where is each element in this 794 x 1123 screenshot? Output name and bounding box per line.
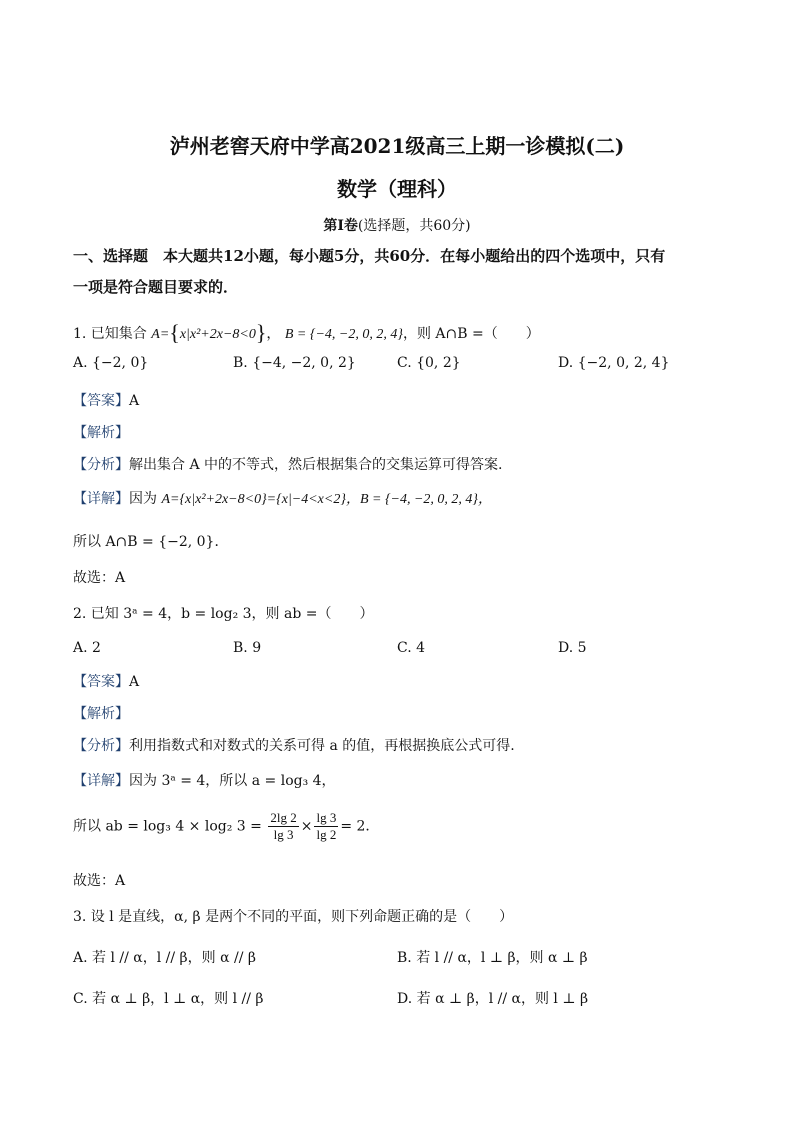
q1-setA-body: x|x²+2x−8<0 [179,327,256,342]
q1-fenxi [73,454,502,474]
q1-setA-brace-open: { [169,320,180,345]
q3-stem: 3. 设 l 是直线，α, β 是两个不同的平面，则下列命题正确的是（ ） [73,909,514,925]
q2-detail-text: 因为 3ᵃ = 4，所以 a = log₃ 4， [129,773,336,789]
q2-fraction-2 [314,810,338,843]
q1-answer-value: A [129,393,140,409]
q1-setA-label: A= [151,327,170,342]
q1-option-b: B. {−4, −2, 0, 2} [233,355,356,371]
q2-frac2-numerator: lg 3 [316,810,337,825]
q1-detail-prefix: 因为 [129,491,157,507]
q2-option-d: D. 5 [558,640,587,656]
q1-detail-line2: 所以 A∩B = {−2, 0}． [73,534,229,550]
q1-option-d: D. {−2, 0, 2, 4} [558,355,670,371]
fenxi-tag: 【分析】 [73,738,129,754]
part-note: (选择题，共60分) [357,218,471,234]
answer-tag: 【答案】 [73,674,129,690]
q2-frac2-denominator: lg 2 [316,827,337,842]
part-label: 第Ⅰ卷 [323,218,358,234]
q2-detail-line2 [73,810,379,843]
q2-option-c: C. 4 [397,640,426,656]
q2-detail2-prefix: 所以 ab = log₃ 4 × log₂ 3 = [73,818,262,835]
q1-option-a: A. {−2, 0} [73,355,149,371]
xiangjie-tag: 【详解】 [73,491,129,507]
q3-option-a: A. 若 l // α，l // β，则 α // β [73,950,256,966]
analysis-tag: 【解析】 [73,425,129,441]
q1-stem-suffix: ，则 A∩B =（ ） [402,326,540,342]
section-instructions-line2: 一项是符合题目要求的． [73,278,239,296]
q1-setA-brace-close: } [255,320,267,345]
paper-title: 泸州老窖天府中学高2021级高三上期一诊模拟(二) [169,134,625,158]
q2-detail2-suffix: = 2． [340,818,380,835]
q1-stem: 1. 已知集合 A={x|x²+2x−8<0}， B = {−4, −2, 0, 2, 4}，则 A∩B =（ ） [73,320,540,345]
q1-stem-prefix: 1. 已知集合 [73,326,147,342]
q1-detail [73,488,492,508]
answer-tag: 【答案】 [73,393,129,409]
q2-answer [73,671,139,691]
xiangjie-tag: 【详解】 [73,773,129,789]
q1-setB: B = {−4, −2, 0, 2, 4} [284,327,403,342]
q1-fenxi-text: 解出集合 A 中的不等式，然后根据集合的交集运算可得答案. [129,457,503,473]
q2-times: × [300,818,313,835]
q2-fenxi [73,735,515,755]
q2-fenxi-text: 利用指数式和对数式的关系可得 a 的值，再根据换底公式可得. [129,738,515,754]
q1-option-c: C. {0, 2} [397,355,461,371]
fenxi-tag: 【分析】 [73,457,129,473]
section-instructions-line1: 一、选择题 本大题共12小题，每小题5分，共60分．在每小题给出的四个选项中，只有 [73,247,666,265]
part-heading [0,215,794,235]
q2-detail [73,770,336,790]
q2-frac1-denominator: lg 3 [273,827,294,842]
q3-option-d: D. 若 α ⊥ β，l // α，则 l ⊥ β [397,991,589,1007]
q3-option-c: C. 若 α ⊥ β，l ⊥ α，则 l // β [73,991,264,1007]
analysis-tag: 【解析】 [73,706,129,722]
q1-conclusion: 故选：A [73,570,126,586]
q1-detail-equation: A={x|x²+2x−8<0}={x|−4<x<2}，B = {−4, −2, 0, 2, 4}， [161,492,493,507]
q1-answer [73,390,139,410]
q2-fraction-1 [268,810,298,843]
q2-stem: 2. 已知 3ᵃ = 4，b = log₂ 3，则 ab =（ ） [73,606,374,622]
q2-frac1-numerator: 2lg 2 [270,810,297,825]
q2-analysis-tag [73,703,129,723]
q3-option-b: B. 若 l // α，l ⊥ β，则 α ⊥ β [397,950,588,966]
q2-conclusion: 故选：A [73,873,126,889]
q2-answer-value: A [129,674,140,690]
q2-option-a: A. 2 [73,640,101,656]
q2-option-b: B. 9 [233,640,262,656]
q1-analysis-tag [73,422,129,442]
paper-subject: 数学（理科） [337,177,457,201]
